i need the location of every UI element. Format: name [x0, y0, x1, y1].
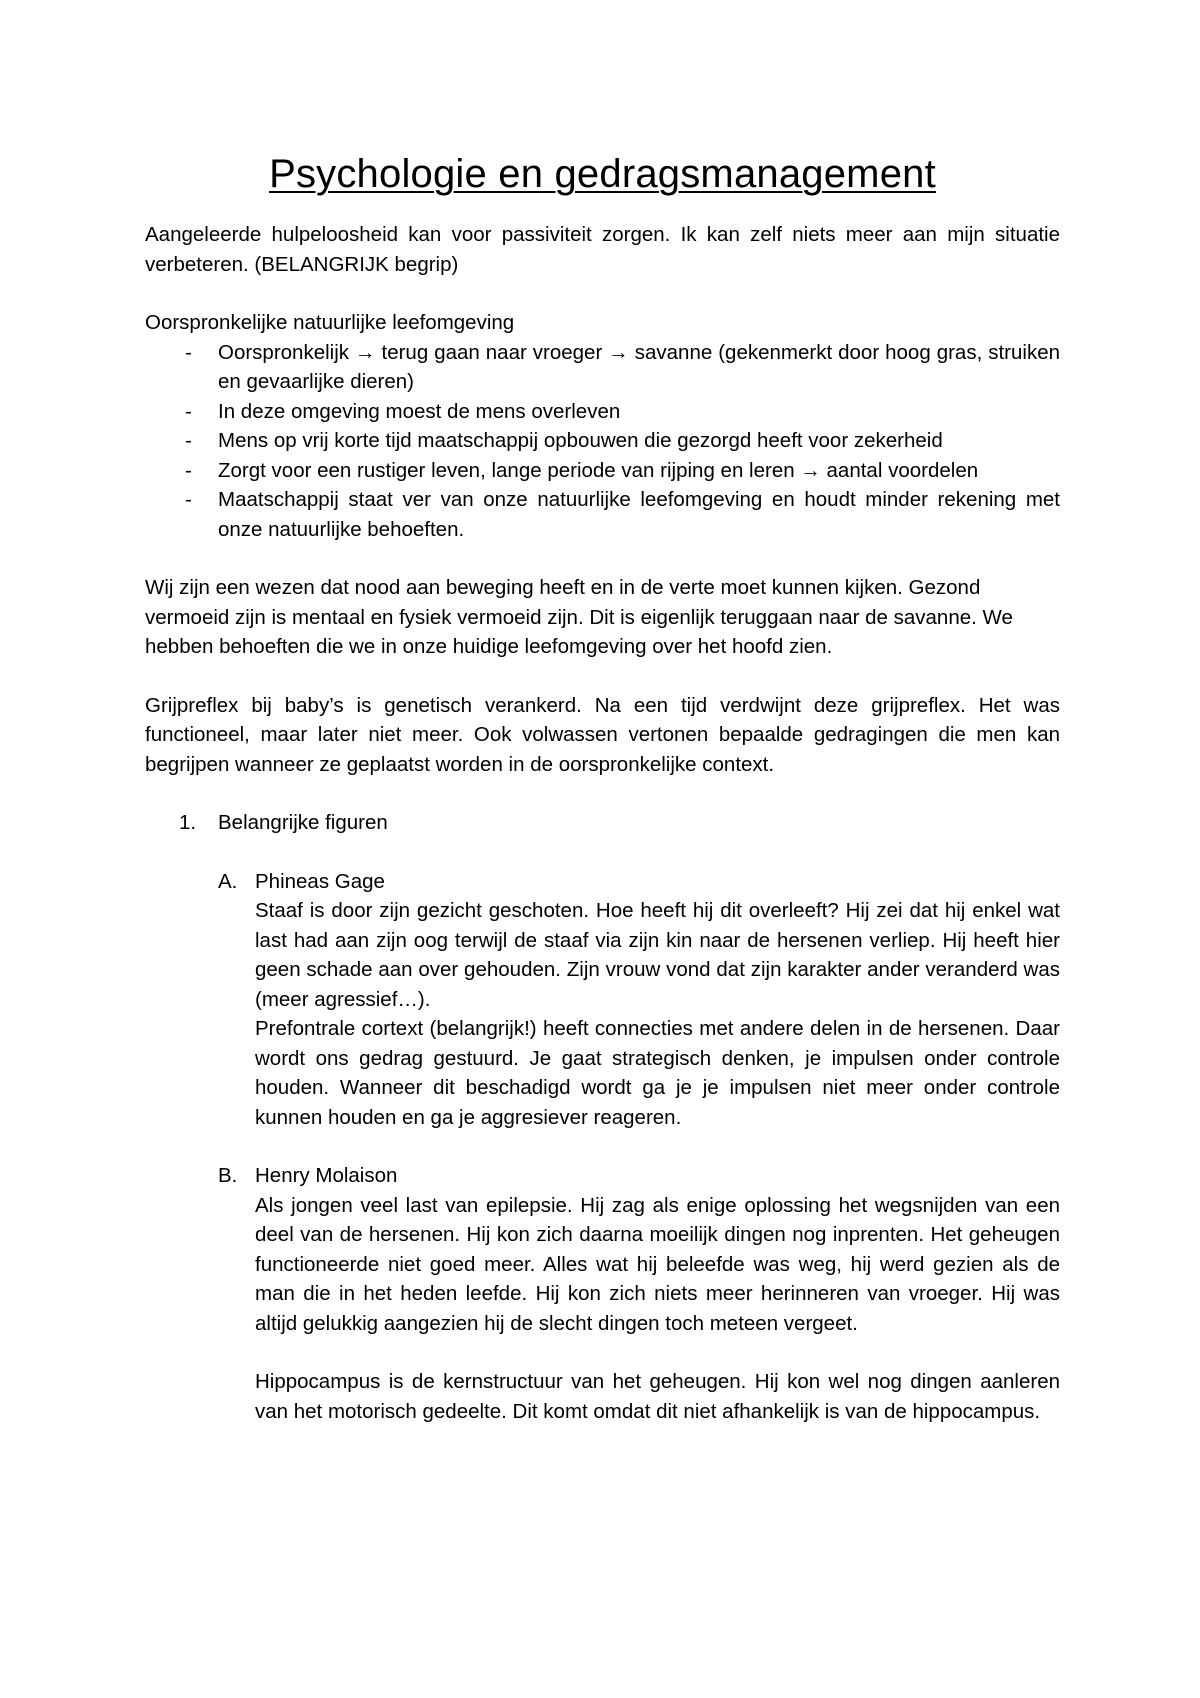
section-number: 1. [179, 811, 197, 834]
figure-description: Als jongen veel last van epilepsie. Hij zag als enige oplossing het wegsnijden van een deel van de hersenen. Hij kon zich daarna moeilijk dingen nog inprenten. Het geheugen functioneerde niet goed meer. Alles wat hij beleefde was weg, hij werd gezien als de man die in het heden leefde. Hij kon zich niets meer herinneren van vroeger. Hij was altijd gelukkig aangezien hij de slecht dingen toch meteen vergeet. [255, 1193, 1060, 1335]
figure-description: Hippocampus is de kernstructuur van het geheugen. Hij kon wel nog dingen aanleren van het motorisch gedeelte. Dit komt omdat dit niet afhankelijk is van de hippocampus. [255, 1370, 1060, 1423]
list-item-text: Zorgt voor een rustiger leven, lange periode van rijping en leren [218, 458, 795, 482]
list-item-text: aantal voordelen [826, 458, 979, 482]
figure-name: Henry Molaison [255, 1164, 398, 1187]
spacer [145, 838, 1060, 867]
spacer [145, 544, 1060, 573]
figure-description: Staaf is door zijn gezicht geschoten. Hoe heeft hij dit overleeft? Hij zei dat hij enkel wat last had aan zijn oog terwijl de staaf via zijn kin naar de hersenen verliep. Hij heeft hier geen schade aan over gehouden. Zijn vrouw vond dat zijn karakter ander veranderd was (meer agressief…). [255, 899, 1060, 1011]
spacer [145, 279, 1060, 308]
movement-paragraph: Wij zijn een wezen dat nood aan beweging heeft en in de verte moet kunnen kijken. Gezond vermoeid zijn is mentaal en fysiek vermoeid zijn. Dit is eigenlijk teruggaan naar de savanne. We hebben behoeften die we in onze huidige leefomgeving over het hoofd zien. [145, 576, 1013, 658]
spacer [145, 662, 1060, 691]
list-item [145, 397, 1060, 427]
dash-marker: - [185, 429, 192, 452]
spacer [145, 779, 1060, 808]
figure-description: Prefontrale cortext (belangrijk!) heeft connecties met andere delen in de hersenen. Daar wordt ons gedrag gestuurd. Je gaat strategisch denken, je impulsen onder controle houden. Wanneer dit beschadigd wordt ga je je impulsen niet meer onder controle kunnen houden en ga je aggresiever reageren. [255, 1017, 1060, 1129]
list-item-text: Mens op vrij korte tijd maatschappij opbouwen die gezorgd heeft voor zekerheid [218, 429, 943, 452]
environment-list [145, 338, 1060, 545]
figure-name: Phineas Gage [255, 869, 385, 893]
arrow-right-icon: → [800, 458, 821, 482]
list-item-text: terug gaan naar vroeger [381, 340, 603, 364]
figure-phineas-gage [145, 867, 1060, 1133]
list-item [145, 338, 1060, 397]
subsection-letter: A. [218, 869, 238, 893]
spacer [145, 1132, 1060, 1161]
arrow-right-icon: → [355, 340, 376, 364]
intro-paragraph: Aangeleerde hulpeloosheid kan voor passiviteit zorgen. Ik kan zelf niets meer aan mijn situatie verbeteren. (BELANGRIJK begrip) [145, 223, 1060, 276]
dash-marker: - [185, 488, 192, 511]
spacer [255, 1338, 1060, 1367]
list-item [145, 426, 1060, 456]
dash-marker: - [185, 340, 192, 364]
list-item [145, 456, 1060, 486]
subsection-letter: B. [218, 1164, 238, 1187]
dash-marker: - [185, 399, 192, 423]
list-item-text: In deze omgeving moest de mens overleven [218, 399, 621, 423]
figures-section-heading [145, 808, 1060, 838]
section-heading-text: Belangrijke figuren [218, 811, 388, 834]
reflex-paragraph: Grijpreflex bij baby’s is genetisch verankerd. Na een tijd verdwijnt deze grijpreflex. Het was functioneel, maar later niet meer. Ook volwassen vertonen bepaalde gedragingen die men kan begrijpen wanneer ze geplaatst worden in de oorspronkelijke context. [145, 693, 1060, 776]
list-item-text: savanne (gekenmerkt door hoog gras, struiken en gevaarlijke dieren) [218, 340, 1061, 393]
list-item-text: Maatschappij staat ver van onze natuurlijke leefomgeving en houdt minder rekening met onze natuurlijke behoeften. [218, 488, 1060, 541]
arrow-right-icon: → [608, 340, 629, 364]
document-title: Psychologie en gedragsmanagement [269, 152, 936, 196]
dash-marker: - [185, 458, 192, 482]
environment-heading: Oorspronkelijke natuurlijke leefomgeving [145, 311, 515, 334]
figure-henry-molaison [145, 1161, 1060, 1426]
list-item-text: Oorspronkelijk [218, 340, 350, 364]
list-item [145, 485, 1060, 544]
